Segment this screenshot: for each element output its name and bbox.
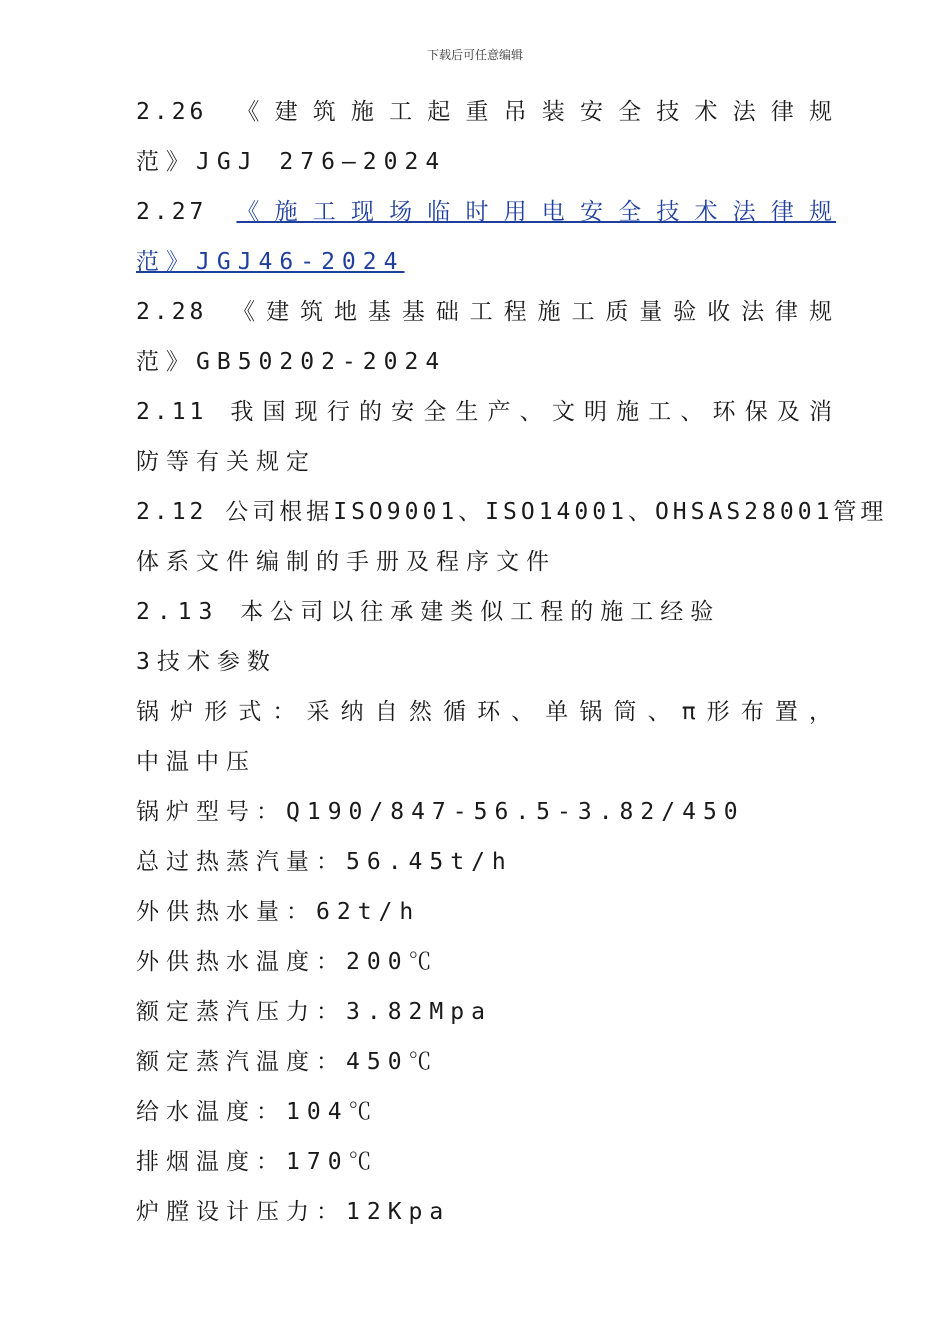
text-line: 范》JGJ 276—2024 bbox=[136, 149, 447, 175]
standard-link[interactable]: 范》JGJ46-2024 bbox=[136, 249, 405, 275]
text-line: 2.28 《建筑地基基础工程施工质量验收法律规 bbox=[136, 299, 836, 325]
text-line: 给水温度：104℃ bbox=[136, 1099, 379, 1125]
clause-number: 2.27 bbox=[136, 199, 237, 225]
text-line: 额定蒸汽压力：3.82Mpa bbox=[136, 999, 492, 1025]
text-line: 2.12 公司根据ISO9001、ISO14001、OHSAS28001管理 bbox=[136, 499, 888, 525]
text-line: 范》GB50202-2024 bbox=[136, 349, 447, 375]
text-line: 排烟温度：170℃ bbox=[136, 1149, 379, 1175]
document-body bbox=[136, 92, 888, 1242]
text-line: 外供热水温度：200℃ bbox=[136, 949, 439, 975]
text-line: 中温中压 bbox=[136, 749, 256, 775]
text-line: 2.13 本公司以往承建类似工程的施工经验 bbox=[136, 599, 721, 625]
text-line: 2.26 《建筑施工起重吊装安全技术法律规 bbox=[136, 99, 836, 125]
text-line: 体系文件编制的手册及程序文件 bbox=[136, 549, 556, 575]
text-line: 2.11 我国现行的安全生产、文明施工、环保及消 bbox=[136, 399, 836, 425]
text-line: 锅炉型号：Q190/847-56.5-3.82/450 bbox=[136, 799, 745, 825]
text-line: 外供热水量：62t/h bbox=[136, 899, 421, 925]
text-line: 锅炉形式：采纳自然循环、单锅筒、π形布置， bbox=[136, 699, 836, 725]
text-line bbox=[136, 242, 836, 292]
text-line: 总过热蒸汽量：56.45t/h bbox=[136, 849, 513, 875]
text-line: 防等有关规定 bbox=[136, 449, 316, 475]
standard-link[interactable]: 《施工现场临时用电安全技术法律规 bbox=[236, 199, 836, 225]
text-line: 炉膛设计压力：12Kpa bbox=[136, 1199, 451, 1225]
text-line: 额定蒸汽温度：450℃ bbox=[136, 1049, 439, 1075]
text-line: 3技术参数 bbox=[136, 649, 277, 675]
text-line bbox=[136, 192, 836, 242]
page-header: 下载后可任意编辑 bbox=[426, 48, 523, 62]
